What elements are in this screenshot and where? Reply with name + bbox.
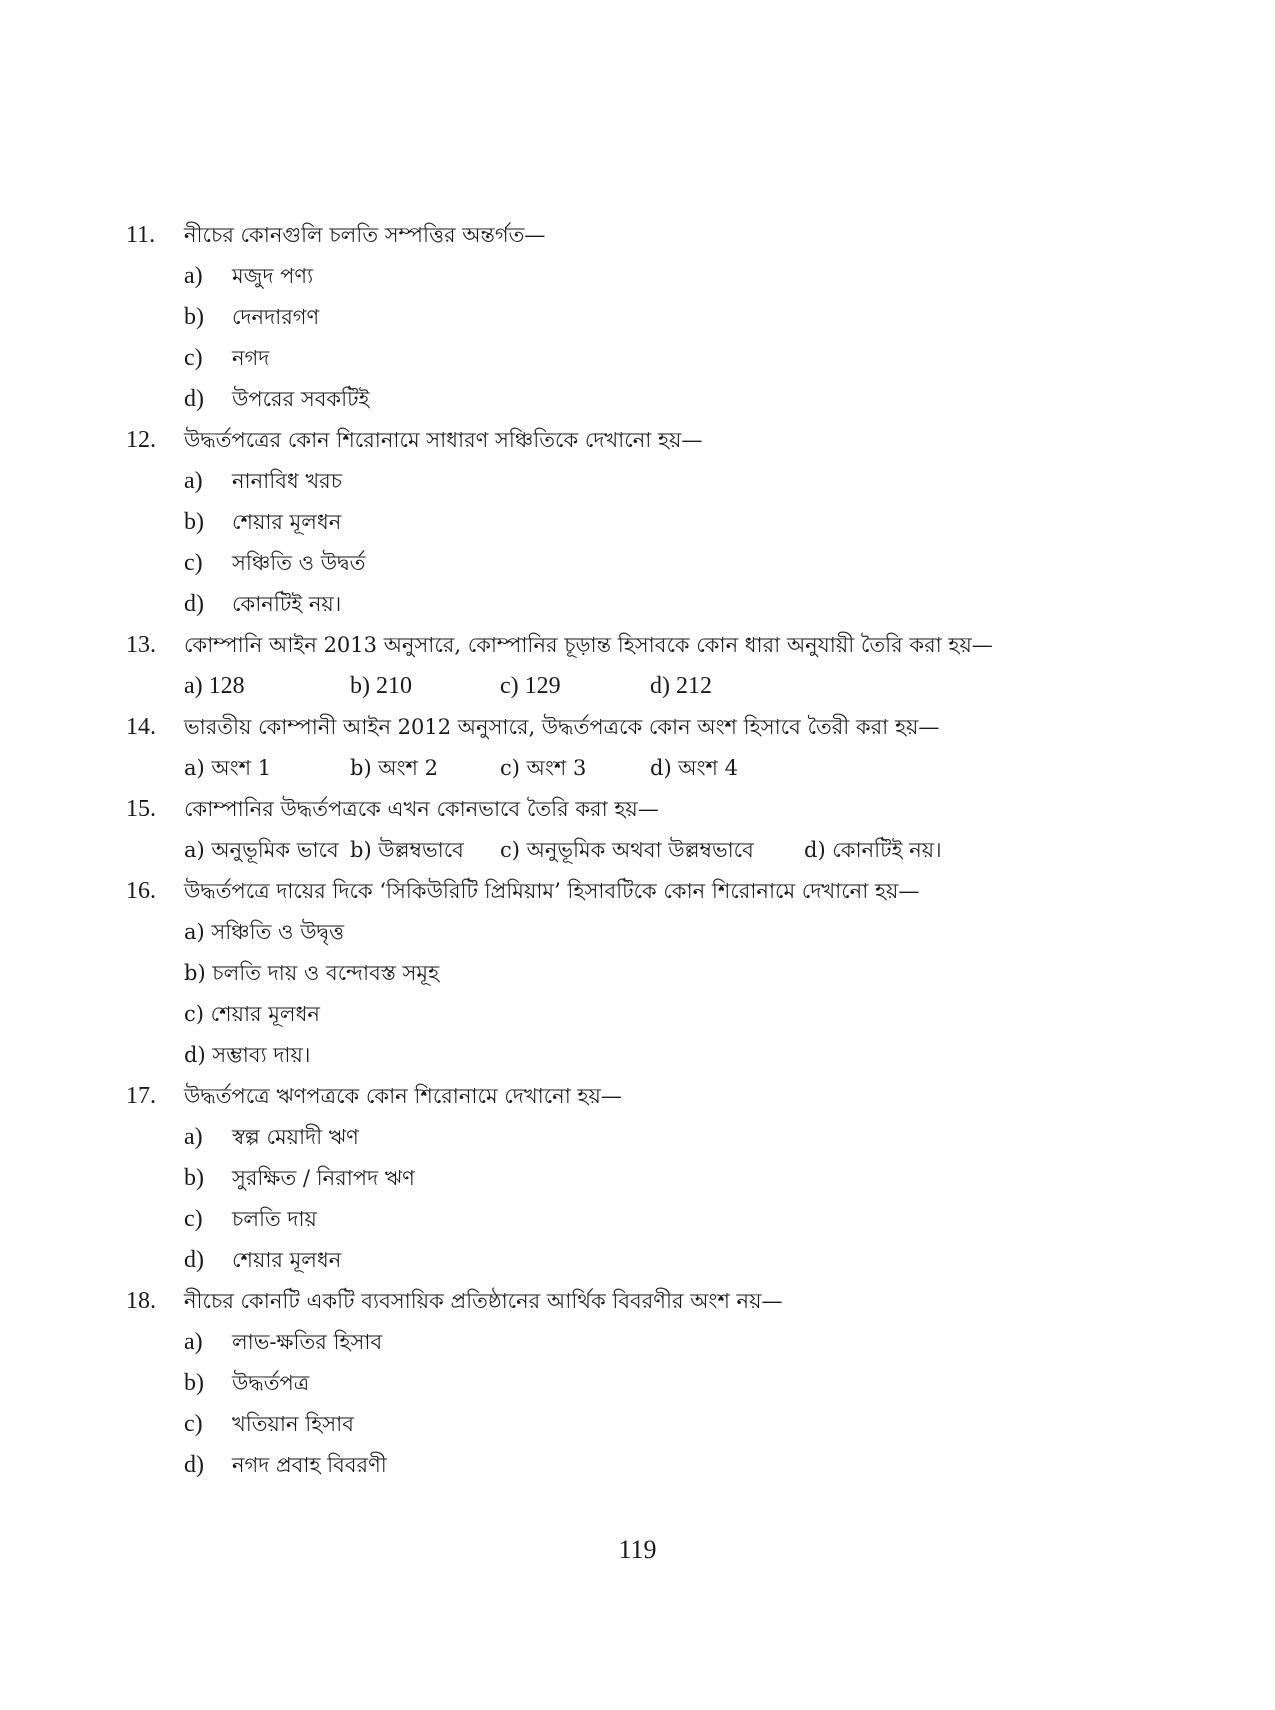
option-d: d) অংশ 4 bbox=[650, 756, 738, 780]
question-text: নীচের কোনটি একটি ব্যবসায়িক প্রতিষ্ঠানের আর্থিক বিবরণীর অংশ নয়— bbox=[184, 1289, 783, 1313]
option-letter: a) bbox=[184, 263, 203, 289]
question-text: নীচের কোনগুলি চলতি সম্পত্তির অন্তর্গত— bbox=[184, 223, 546, 247]
question-text: উদ্ধর্তপত্রে ঋণপত্রকে কোন শিরোনামে দেখানো হয়— bbox=[184, 1084, 622, 1108]
question-number: 16. bbox=[126, 878, 156, 904]
option-text: নগদ প্রবাহ বিবরণী bbox=[232, 1453, 387, 1477]
option-text: কোনটিই নয়। bbox=[232, 592, 342, 616]
option-b: b) 210 bbox=[350, 673, 412, 699]
question-number: 17. bbox=[126, 1083, 156, 1109]
option-text: স্বল্প মেয়াদী ঋণ bbox=[232, 1125, 359, 1149]
option-letter: c) bbox=[184, 345, 203, 371]
option-text: নগদ bbox=[232, 346, 270, 370]
option-b: b) অংশ 2 bbox=[350, 756, 438, 780]
option-text: শেয়ার মূলধন bbox=[232, 510, 342, 534]
option-a: a) সঞ্চিতি ও উদ্বৃত্ত bbox=[184, 920, 345, 944]
question-text: উদ্ধর্তপত্রের কোন শিরোনামে সাধারণ সঞ্চিতিকে দেখানো হয়— bbox=[184, 428, 703, 452]
question-text: ভারতীয় কোম্পানী আইন 2012 অনুসারে, উদ্ধর্তপত্রকে কোন অংশ হিসাবে তৈরী করা হয়— bbox=[184, 715, 940, 739]
option-text: চলতি দায় bbox=[232, 1207, 317, 1231]
question-number: 12. bbox=[126, 427, 156, 453]
option-letter: c) bbox=[184, 550, 203, 576]
option-letter: c) bbox=[184, 1411, 203, 1437]
question-number: 14. bbox=[126, 714, 156, 740]
option-text: মজুদ পণ্য bbox=[232, 264, 314, 288]
option-text: খতিয়ান হিসাব bbox=[232, 1412, 354, 1436]
option-text: দেনদারগণ bbox=[232, 305, 320, 329]
option-b: b) চলতি দায় ও বন্দোবস্ত সমূহ bbox=[184, 961, 440, 985]
option-c: c) অংশ 3 bbox=[500, 756, 587, 780]
question-number: 15. bbox=[126, 796, 156, 822]
option-text: উপরের সবকটিই bbox=[232, 387, 370, 411]
option-letter: d) bbox=[184, 1452, 204, 1478]
option-d: d) কোনটিই নয়। bbox=[804, 838, 942, 862]
option-text: শেয়ার মূলধন bbox=[232, 1248, 342, 1272]
option-b: b) উল্লম্বভাবে bbox=[350, 838, 464, 862]
question-text: কোম্পানির উদ্ধর্তপত্রকে এখন কোনভাবে তৈরি করা হয়— bbox=[184, 797, 659, 821]
option-letter: b) bbox=[184, 509, 204, 535]
option-letter: b) bbox=[184, 1165, 204, 1191]
option-letter: d) bbox=[184, 591, 204, 617]
option-letter: b) bbox=[184, 1370, 204, 1396]
page-number: 119 bbox=[618, 1535, 657, 1564]
question-number: 11. bbox=[126, 222, 156, 248]
option-letter: b) bbox=[184, 304, 204, 330]
option-text: লাভ-ক্ষতির হিসাব bbox=[232, 1330, 383, 1354]
option-c: c) 129 bbox=[500, 673, 561, 699]
option-a: a) 128 bbox=[184, 673, 245, 699]
option-a: a) অনুভূমিক ভাবে bbox=[184, 838, 339, 862]
option-letter: c) bbox=[184, 1206, 203, 1232]
question-text: কোম্পানি আইন 2013 অনুসারে, কোম্পানির চূড়ান্ত হিসাবকে কোন ধারা অনুযায়ী তৈরি করা হয়— bbox=[184, 633, 993, 657]
option-text: সুরক্ষিত / নিরাপদ ঋণ bbox=[232, 1166, 415, 1190]
option-letter: a) bbox=[184, 468, 203, 494]
option-c: c) অনুভূমিক অথবা উল্লম্বভাবে bbox=[500, 838, 754, 862]
option-text: নানাবিধ খরচ bbox=[232, 469, 343, 493]
option-text: উদ্ধর্তপত্র bbox=[232, 1371, 310, 1395]
question-text: উদ্ধর্তপত্রে দায়ের দিকে ‘সিকিউরিটি প্রিমিয়াম’ হিসাবটিকে কোন শিরোনামে দেখানো হয়— bbox=[184, 879, 920, 903]
option-text: সঞ্চিতি ও উদ্বর্ত bbox=[232, 551, 366, 575]
option-letter: d) bbox=[184, 386, 204, 412]
question-number: 13. bbox=[126, 632, 156, 658]
option-d: d) সম্ভাব্য দায়। bbox=[184, 1043, 311, 1067]
option-letter: d) bbox=[184, 1247, 204, 1273]
option-a: a) অংশ 1 bbox=[184, 756, 272, 780]
question-number: 18. bbox=[126, 1288, 156, 1314]
option-letter: a) bbox=[184, 1329, 203, 1355]
option-c: c) শেয়ার মূলধন bbox=[184, 1002, 320, 1026]
option-letter: a) bbox=[184, 1124, 203, 1150]
option-d: d) 212 bbox=[650, 673, 712, 699]
